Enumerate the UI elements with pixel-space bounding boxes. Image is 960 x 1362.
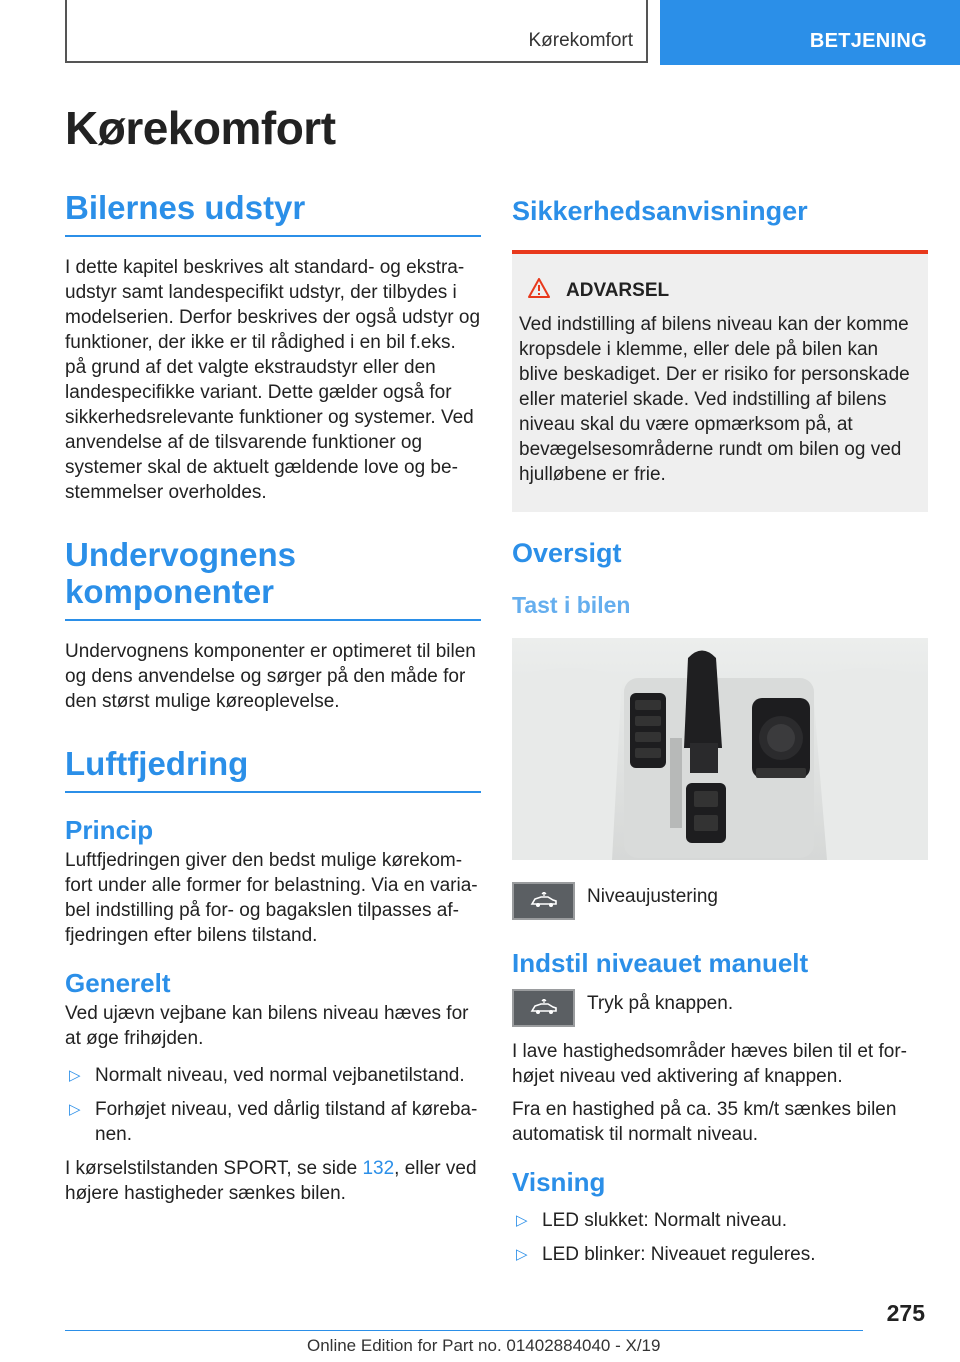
- footer-rule: [65, 1330, 863, 1331]
- center-console-photo: [512, 638, 928, 860]
- triangle-bullet-icon: ▷: [516, 1246, 528, 1264]
- list-item: ▷ Forhøjet niveau, ved dårlig tilstand af kørebanen.: [69, 1099, 478, 1146]
- heading-oversigt: Oversigt: [512, 538, 622, 569]
- heading-princip: Princip: [65, 814, 154, 845]
- text-bilernes-udstyr: I dette kapitel beskrives alt standard- og ekstraudstyr samt landespecifikt udstyr, der tilbydes i modelserien. Derfor beskrives der også udstyr og funktioner, der ikke er til rådighed i en bil f.eks. på grund af det valgte ekstraudstyr eller den landespecifikke variant. Dette gælder også for sikkerhedsrelevante funktioner og systemer. Ved anvendelse af de tilsvarende funktioner og systemer skal de aktuelt gældende love og bestemmelser overholdes.: [65, 256, 481, 503]
- text-generelt: Ved ujævn vejbane kan bilens niveau hæves for at øge frihøjden.: [65, 1003, 469, 1050]
- right-column: [512, 190, 928, 1276]
- page-title: Kørekomfort: [65, 102, 336, 154]
- press-button-label: Tryk på knappen.: [587, 993, 734, 1015]
- heading-sikkerhedsanvisninger: Sikkerhedsanvisninger: [512, 196, 808, 226]
- header-section-tab: BETJENING: [660, 0, 960, 65]
- level-adjust-legend: [512, 882, 928, 920]
- warning-triangle-icon: [528, 278, 550, 304]
- heading-indstil-manuelt: Indstil niveauet manuelt: [512, 948, 809, 979]
- text-sport: I kørselstilstanden SPORT, se side 132, eller ved højere hastigheder sænkes bilen.: [65, 1158, 477, 1205]
- heading-visning: Visning: [512, 1167, 606, 1198]
- heading-generelt: Generelt: [65, 968, 171, 998]
- heading-bilernes-udstyr: Bilernes udstyr: [65, 190, 481, 237]
- warning-header: [519, 278, 918, 304]
- heading-tast-i-bilen: Tast i bilen: [512, 592, 631, 619]
- display-list: [512, 1208, 928, 1267]
- warning-title: ADVARSEL: [566, 280, 670, 302]
- press-button-legend: [512, 989, 928, 1027]
- heading-undervognens-komponenter: Undervognens komponenter: [65, 537, 481, 621]
- footer-text: [307, 1336, 660, 1356]
- page-link-132[interactable]: 132: [362, 1158, 395, 1180]
- triangle-bullet-icon: ▷: [69, 1067, 81, 1085]
- level-adjust-label: Niveaujustering: [587, 886, 718, 908]
- list-item: ▷ Normalt niveau, ved normal vejbanetilstand.: [69, 1065, 465, 1087]
- car-level-icon: [512, 989, 575, 1027]
- triangle-bullet-icon: ▷: [69, 1101, 81, 1119]
- level-list: [65, 1063, 481, 1147]
- list-item: ▷ LED slukket: Normalt niveau.: [516, 1210, 787, 1232]
- text-princip: Luftfjedringen giver den bedst mulige kørekomfort under alle former for belastning. Via en variabel indstilling på for- og bagakslen tilpasses affjedringen efter bilens tilstand.: [65, 850, 478, 946]
- page-number: 275: [886, 1300, 925, 1326]
- warning-text: Ved indstilling af bilens niveau kan der komme kropsdele i klemme, eller dele på bilen kan blive beskadiget. Der er risiko for personskade eller materiel skade. Ved indstilling af bilens niveau skal du være opmærksom på, at bevægelsesområderne rundt om bilen og ved hjulløbene er frie.: [519, 314, 910, 486]
- triangle-bullet-icon: ▷: [516, 1212, 528, 1230]
- heading-luftfjedring: Luftfjedring: [65, 746, 481, 793]
- left-column: [65, 190, 481, 1206]
- car-level-icon: [512, 882, 575, 920]
- footer-edition: Online Edition for Part no. 01402884040 - X/19: [307, 1336, 661, 1355]
- header-chapter: Kørekomfort: [528, 30, 633, 51]
- text-manual-2: Fra en hastighed på ca. 35 km/t sænkes bilen automatisk til normalt niveau.: [512, 1099, 897, 1146]
- text-undervognens-komponenter: Undervognens komponenter er optimeret til bilen og dens anvendelse og sørger på den måde for den størst mulige køreoplevelse.: [65, 640, 476, 712]
- list-item: ▷ LED blinker: Niveauet reguleres.: [516, 1244, 816, 1266]
- text-manual-1: I lave hastighedsområder hæves bilen til et forhøjet niveau ved aktivering af knappen.: [512, 1041, 907, 1088]
- warning-box: [512, 250, 928, 512]
